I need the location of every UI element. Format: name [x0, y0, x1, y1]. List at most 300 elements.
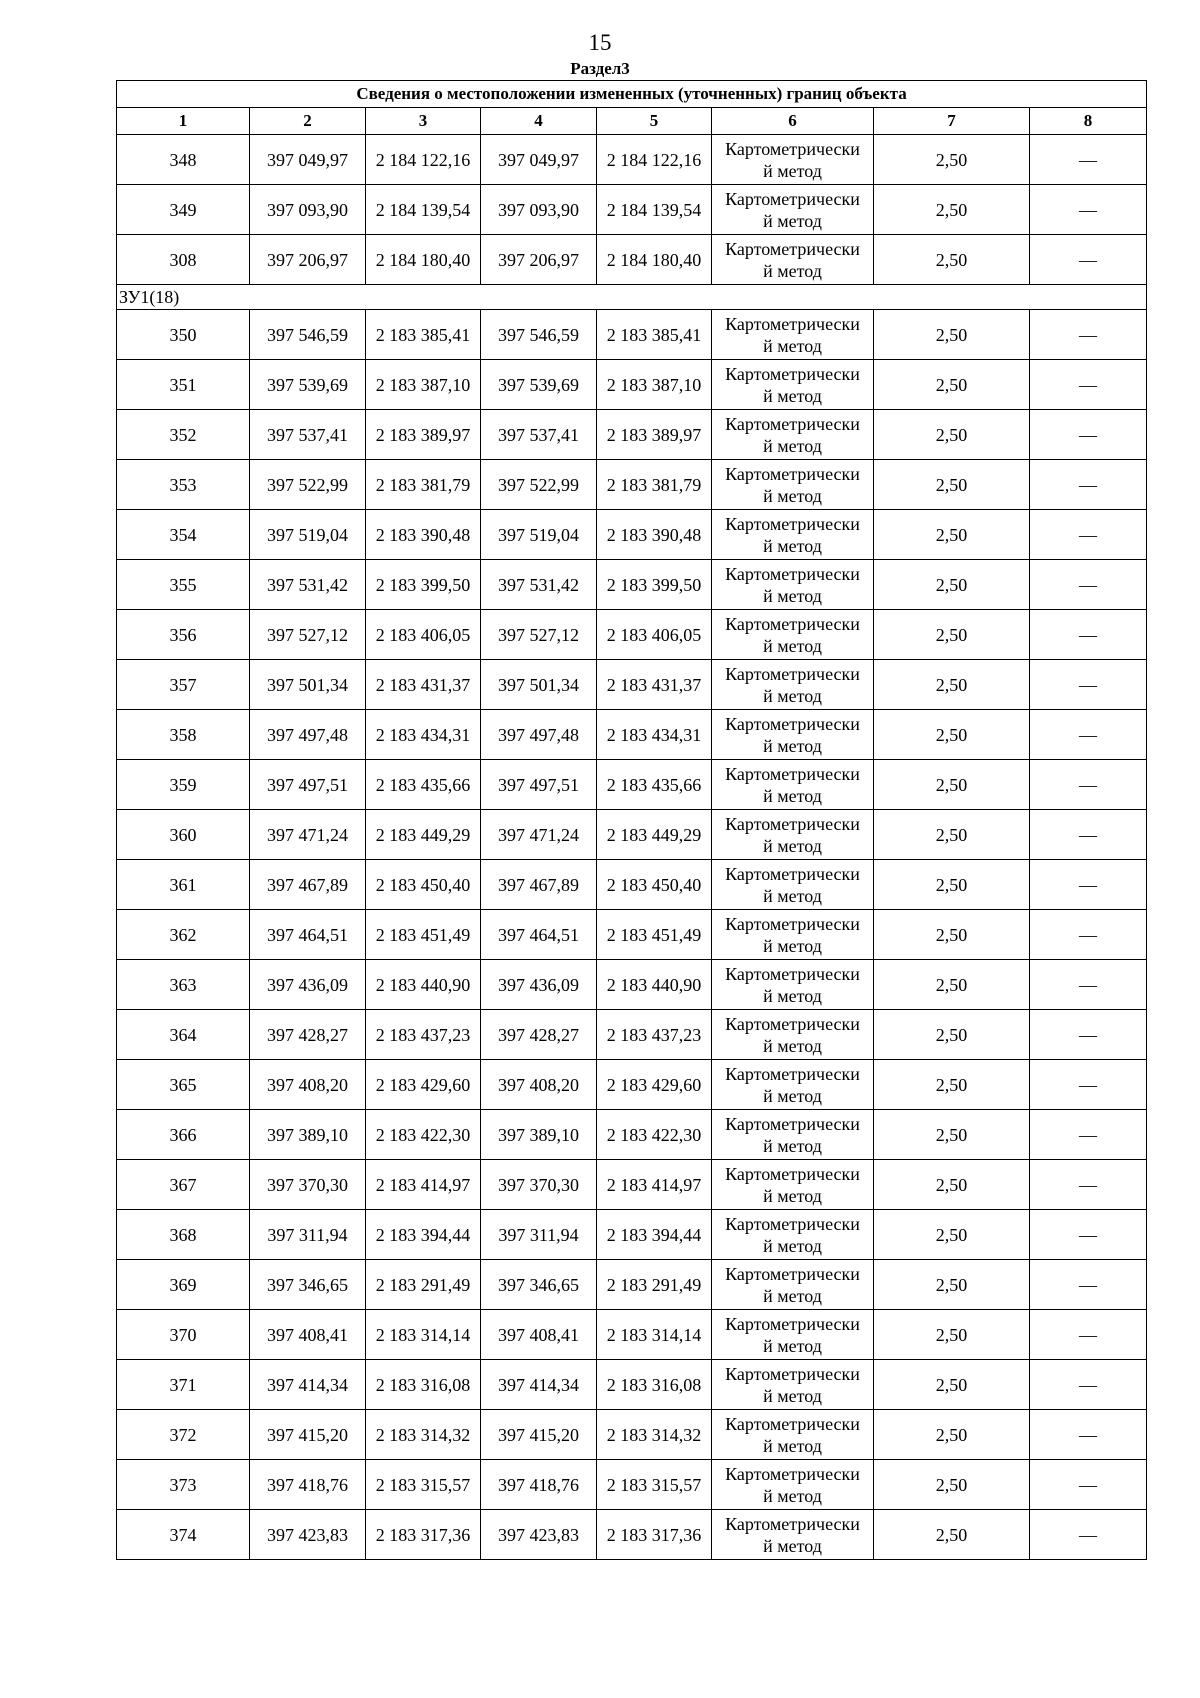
refined-x: 397 408,41 — [481, 1310, 597, 1360]
method-line-1: Картометрически — [725, 613, 860, 634]
point-number: 349 — [117, 185, 250, 235]
table-row — [117, 135, 1147, 185]
refined-x: 397 428,27 — [481, 1010, 597, 1060]
table-row — [117, 1460, 1147, 1510]
existing-x: 397 436,09 — [250, 960, 366, 1010]
method-line-1: Картометрически — [725, 1013, 860, 1034]
column-header: 5 — [597, 108, 712, 135]
table-row — [117, 610, 1147, 660]
existing-x: 397 311,94 — [250, 1210, 366, 1260]
point-number: 359 — [117, 760, 250, 810]
existing-x: 397 527,12 — [250, 610, 366, 660]
existing-x: 397 497,51 — [250, 760, 366, 810]
existing-y: 2 183 390,48 — [366, 510, 481, 560]
description-dash: — — [1030, 1110, 1147, 1160]
description-dash: — — [1030, 1360, 1147, 1410]
refined-x: 397 539,69 — [481, 360, 597, 410]
precision-value: 2,50 — [874, 1360, 1030, 1410]
point-number: 365 — [117, 1060, 250, 1110]
existing-x: 397 370,30 — [250, 1160, 366, 1210]
method-line-2: й метод — [763, 585, 822, 606]
refined-y: 2 183 316,08 — [597, 1360, 712, 1410]
method-line-2: й метод — [763, 1135, 822, 1156]
refined-y: 2 183 385,41 — [597, 310, 712, 360]
method-line-2: й метод — [763, 535, 822, 556]
method-line-2: й метод — [763, 635, 822, 656]
existing-y: 2 183 399,50 — [366, 560, 481, 610]
refined-x: 397 414,34 — [481, 1360, 597, 1410]
existing-y: 2 183 435,66 — [366, 760, 481, 810]
precision-value: 2,50 — [874, 1110, 1030, 1160]
point-number: 362 — [117, 910, 250, 960]
method-line-2: й метод — [763, 1035, 822, 1056]
refined-x: 397 370,30 — [481, 1160, 597, 1210]
method-cell — [712, 960, 874, 1010]
refined-x: 397 519,04 — [481, 510, 597, 560]
refined-y: 2 183 314,32 — [597, 1410, 712, 1460]
method-line-1: Картометрически — [725, 813, 860, 834]
refined-x: 397 311,94 — [481, 1210, 597, 1260]
existing-x: 397 093,90 — [250, 185, 366, 235]
existing-x: 397 408,41 — [250, 1310, 366, 1360]
point-number: 364 — [117, 1010, 250, 1060]
method-line-2: й метод — [763, 935, 822, 956]
method-line-1: Картометрически — [725, 763, 860, 784]
method-cell — [712, 1160, 874, 1210]
refined-y: 2 183 434,31 — [597, 710, 712, 760]
refined-y: 2 183 399,50 — [597, 560, 712, 610]
precision-value: 2,50 — [874, 960, 1030, 1010]
column-header-row — [117, 108, 1147, 135]
existing-y: 2 183 450,40 — [366, 860, 481, 910]
refined-y: 2 183 406,05 — [597, 610, 712, 660]
refined-x: 397 436,09 — [481, 960, 597, 1010]
method-line-2: й метод — [763, 485, 822, 506]
precision-value: 2,50 — [874, 610, 1030, 660]
table-row — [117, 1510, 1147, 1560]
method-line-1: Картометрически — [725, 413, 860, 434]
method-line-2: й метод — [763, 1485, 822, 1506]
table-row — [117, 1160, 1147, 1210]
method-cell — [712, 1010, 874, 1060]
point-number: 358 — [117, 710, 250, 760]
method-line-1: Картометрически — [725, 138, 860, 159]
precision-value: 2,50 — [874, 410, 1030, 460]
method-cell — [712, 610, 874, 660]
point-number: 367 — [117, 1160, 250, 1210]
refined-y: 2 184 180,40 — [597, 235, 712, 285]
table-row — [117, 310, 1147, 360]
point-number: 360 — [117, 810, 250, 860]
precision-value: 2,50 — [874, 1010, 1030, 1060]
refined-y: 2 183 291,49 — [597, 1260, 712, 1310]
table-row — [117, 660, 1147, 710]
point-number: 368 — [117, 1210, 250, 1260]
description-dash: — — [1030, 1010, 1147, 1060]
description-dash: — — [1030, 1160, 1147, 1210]
point-number: 350 — [117, 310, 250, 360]
method-line-2: й метод — [763, 385, 822, 406]
point-number: 348 — [117, 135, 250, 185]
refined-x: 397 093,90 — [481, 185, 597, 235]
point-number: 356 — [117, 610, 250, 660]
point-number: 354 — [117, 510, 250, 560]
refined-y: 2 183 314,14 — [597, 1310, 712, 1360]
method-line-1: Картометрически — [725, 563, 860, 584]
description-dash: — — [1030, 360, 1147, 410]
method-line-1: Картометрически — [725, 313, 860, 334]
description-dash: — — [1030, 1310, 1147, 1360]
method-line-1: Картометрически — [725, 463, 860, 484]
method-cell — [712, 810, 874, 860]
description-dash: — — [1030, 185, 1147, 235]
method-line-2: й метод — [763, 435, 822, 456]
table-row — [117, 1310, 1147, 1360]
refined-x: 397 531,42 — [481, 560, 597, 610]
method-line-2: й метод — [763, 1235, 822, 1256]
description-dash: — — [1030, 510, 1147, 560]
method-cell — [712, 135, 874, 185]
description-dash: — — [1030, 1460, 1147, 1510]
existing-x: 397 519,04 — [250, 510, 366, 560]
method-line-2: й метод — [763, 885, 822, 906]
refined-y: 2 183 394,44 — [597, 1210, 712, 1260]
method-cell — [712, 1110, 874, 1160]
method-cell — [712, 860, 874, 910]
precision-value: 2,50 — [874, 710, 1030, 760]
point-number: 361 — [117, 860, 250, 910]
refined-y: 2 183 414,97 — [597, 1160, 712, 1210]
method-cell — [712, 185, 874, 235]
method-cell — [712, 1510, 874, 1560]
method-line-1: Картометрически — [725, 713, 860, 734]
existing-x: 397 497,48 — [250, 710, 366, 760]
existing-x: 397 464,51 — [250, 910, 366, 960]
table-row — [117, 1060, 1147, 1110]
page-number: 15 — [588, 30, 612, 55]
method-cell — [712, 760, 874, 810]
table-row — [117, 360, 1147, 410]
description-dash: — — [1030, 410, 1147, 460]
existing-x: 397 423,83 — [250, 1510, 366, 1560]
refined-y: 2 183 422,30 — [597, 1110, 712, 1160]
existing-x: 397 539,69 — [250, 360, 366, 410]
existing-x: 397 414,34 — [250, 1360, 366, 1410]
method-line-1: Картометрически — [725, 1513, 860, 1534]
table-row — [117, 810, 1147, 860]
coordinates-table — [116, 80, 1147, 1560]
method-line-1: Картометрически — [725, 963, 860, 984]
description-dash: — — [1030, 1510, 1147, 1560]
refined-x: 397 501,34 — [481, 660, 597, 710]
method-cell — [712, 1460, 874, 1510]
table-row — [117, 1410, 1147, 1460]
refined-y: 2 183 437,23 — [597, 1010, 712, 1060]
description-dash: — — [1030, 560, 1147, 610]
method-line-2: й метод — [763, 985, 822, 1006]
description-dash: — — [1030, 1210, 1147, 1260]
existing-y: 2 183 414,97 — [366, 1160, 481, 1210]
existing-x: 397 501,34 — [250, 660, 366, 710]
group-row — [117, 285, 1147, 310]
column-header: 2 — [250, 108, 366, 135]
refined-x: 397 546,59 — [481, 310, 597, 360]
table-row — [117, 1110, 1147, 1160]
refined-y: 2 184 122,16 — [597, 135, 712, 185]
description-dash: — — [1030, 1260, 1147, 1310]
existing-y: 2 183 316,08 — [366, 1360, 481, 1410]
description-dash: — — [1030, 660, 1147, 710]
table-title: Сведения о местоположении измененных (уточненных) границ объекта — [117, 81, 1147, 108]
existing-y: 2 183 314,14 — [366, 1310, 481, 1360]
section-label: Раздел3 — [570, 59, 630, 78]
method-cell — [712, 1260, 874, 1310]
table-row — [117, 1260, 1147, 1310]
existing-x: 397 389,10 — [250, 1110, 366, 1160]
method-line-2: й метод — [763, 260, 822, 281]
existing-y: 2 183 437,23 — [366, 1010, 481, 1060]
table-row — [117, 1360, 1147, 1410]
method-line-2: й метод — [763, 1535, 822, 1556]
table-row — [117, 460, 1147, 510]
refined-x: 397 471,24 — [481, 810, 597, 860]
precision-value: 2,50 — [874, 1260, 1030, 1310]
refined-x: 397 423,83 — [481, 1510, 597, 1560]
refined-y: 2 183 317,36 — [597, 1510, 712, 1560]
existing-y: 2 184 180,40 — [366, 235, 481, 285]
precision-value: 2,50 — [874, 235, 1030, 285]
refined-y: 2 183 435,66 — [597, 760, 712, 810]
existing-x: 397 428,27 — [250, 1010, 366, 1060]
method-line-1: Картометрически — [725, 238, 860, 259]
method-line-2: й метод — [763, 735, 822, 756]
method-line-2: й метод — [763, 210, 822, 231]
method-line-1: Картометрически — [725, 1163, 860, 1184]
group-label: ЗУ1(18) — [117, 285, 1147, 310]
table-row — [117, 510, 1147, 560]
description-dash: — — [1030, 960, 1147, 1010]
table-row — [117, 760, 1147, 810]
method-line-1: Картометрически — [725, 663, 860, 684]
method-line-2: й метод — [763, 1285, 822, 1306]
precision-value: 2,50 — [874, 1410, 1030, 1460]
method-cell — [712, 460, 874, 510]
table-row — [117, 1010, 1147, 1060]
refined-x: 397 415,20 — [481, 1410, 597, 1460]
refined-x: 397 527,12 — [481, 610, 597, 660]
description-dash: — — [1030, 1410, 1147, 1460]
point-number: 363 — [117, 960, 250, 1010]
column-header: 4 — [481, 108, 597, 135]
method-line-2: й метод — [763, 1085, 822, 1106]
existing-x: 397 049,97 — [250, 135, 366, 185]
method-cell — [712, 235, 874, 285]
precision-value: 2,50 — [874, 310, 1030, 360]
column-header: 6 — [712, 108, 874, 135]
refined-x: 397 206,97 — [481, 235, 597, 285]
refined-x: 397 467,89 — [481, 860, 597, 910]
refined-y: 2 184 139,54 — [597, 185, 712, 235]
existing-y: 2 183 434,31 — [366, 710, 481, 760]
method-line-1: Картометрически — [725, 1113, 860, 1134]
method-line-1: Картометрически — [725, 1313, 860, 1334]
method-cell — [712, 1060, 874, 1110]
existing-x: 397 471,24 — [250, 810, 366, 860]
existing-y: 2 183 381,79 — [366, 460, 481, 510]
description-dash: — — [1030, 910, 1147, 960]
method-cell — [712, 1310, 874, 1360]
existing-x: 397 415,20 — [250, 1410, 366, 1460]
point-number: 357 — [117, 660, 250, 710]
precision-value: 2,50 — [874, 760, 1030, 810]
existing-x: 397 206,97 — [250, 235, 366, 285]
existing-y: 2 183 314,32 — [366, 1410, 481, 1460]
method-line-1: Картометрически — [725, 863, 860, 884]
point-number: 369 — [117, 1260, 250, 1310]
existing-y: 2 183 389,97 — [366, 410, 481, 460]
precision-value: 2,50 — [874, 185, 1030, 235]
column-header: 7 — [874, 108, 1030, 135]
precision-value: 2,50 — [874, 1160, 1030, 1210]
method-cell — [712, 1360, 874, 1410]
existing-x: 397 408,20 — [250, 1060, 366, 1110]
method-line-1: Картометрически — [725, 188, 860, 209]
table-row — [117, 910, 1147, 960]
precision-value: 2,50 — [874, 810, 1030, 860]
description-dash: — — [1030, 810, 1147, 860]
method-line-2: й метод — [763, 835, 822, 856]
method-cell — [712, 310, 874, 360]
table-row — [117, 860, 1147, 910]
method-line-1: Картометрически — [725, 1063, 860, 1084]
existing-y: 2 183 394,44 — [366, 1210, 481, 1260]
point-number: 355 — [117, 560, 250, 610]
refined-y: 2 183 440,90 — [597, 960, 712, 1010]
method-line-2: й метод — [763, 1385, 822, 1406]
refined-x: 397 522,99 — [481, 460, 597, 510]
method-line-1: Картометрически — [725, 363, 860, 384]
precision-value: 2,50 — [874, 510, 1030, 560]
existing-y: 2 183 317,36 — [366, 1510, 481, 1560]
refined-y: 2 183 390,48 — [597, 510, 712, 560]
precision-value: 2,50 — [874, 910, 1030, 960]
existing-y: 2 183 385,41 — [366, 310, 481, 360]
refined-x: 397 408,20 — [481, 1060, 597, 1110]
method-line-2: й метод — [763, 160, 822, 181]
precision-value: 2,50 — [874, 1060, 1030, 1110]
existing-y: 2 183 451,49 — [366, 910, 481, 960]
refined-y: 2 183 431,37 — [597, 660, 712, 710]
table-title-row — [117, 81, 1147, 108]
description-dash: — — [1030, 460, 1147, 510]
method-line-1: Картометрически — [725, 913, 860, 934]
precision-value: 2,50 — [874, 1210, 1030, 1260]
existing-y: 2 184 122,16 — [366, 135, 481, 185]
description-dash: — — [1030, 760, 1147, 810]
description-dash: — — [1030, 860, 1147, 910]
point-number: 353 — [117, 460, 250, 510]
method-line-1: Картометрически — [725, 1363, 860, 1384]
point-number: 352 — [117, 410, 250, 460]
method-line-1: Картометрически — [725, 1213, 860, 1234]
description-dash: — — [1030, 710, 1147, 760]
existing-x: 397 531,42 — [250, 560, 366, 610]
refined-x: 397 464,51 — [481, 910, 597, 960]
method-cell — [712, 360, 874, 410]
existing-y: 2 183 431,37 — [366, 660, 481, 710]
refined-y: 2 183 450,40 — [597, 860, 712, 910]
existing-y: 2 183 422,30 — [366, 1110, 481, 1160]
refined-y: 2 183 381,79 — [597, 460, 712, 510]
method-line-2: й метод — [763, 785, 822, 806]
method-cell — [712, 510, 874, 560]
precision-value: 2,50 — [874, 1460, 1030, 1510]
table-row — [117, 235, 1147, 285]
column-header: 8 — [1030, 108, 1147, 135]
precision-value: 2,50 — [874, 1510, 1030, 1560]
point-number: 372 — [117, 1410, 250, 1460]
method-line-2: й метод — [763, 685, 822, 706]
description-dash: — — [1030, 235, 1147, 285]
method-line-2: й метод — [763, 1435, 822, 1456]
refined-y: 2 183 387,10 — [597, 360, 712, 410]
column-header: 3 — [366, 108, 481, 135]
method-line-1: Картометрически — [725, 513, 860, 534]
description-dash: — — [1030, 135, 1147, 185]
method-cell — [712, 1410, 874, 1460]
method-line-1: Картометрически — [725, 1413, 860, 1434]
refined-x: 397 346,65 — [481, 1260, 597, 1310]
refined-x: 397 497,48 — [481, 710, 597, 760]
refined-x: 397 537,41 — [481, 410, 597, 460]
column-header: 1 — [117, 108, 250, 135]
existing-x: 397 546,59 — [250, 310, 366, 360]
description-dash: — — [1030, 1060, 1147, 1110]
method-line-2: й метод — [763, 1335, 822, 1356]
precision-value: 2,50 — [874, 560, 1030, 610]
precision-value: 2,50 — [874, 135, 1030, 185]
precision-value: 2,50 — [874, 360, 1030, 410]
existing-y: 2 183 440,90 — [366, 960, 481, 1010]
existing-x: 397 418,76 — [250, 1460, 366, 1510]
refined-y: 2 183 315,57 — [597, 1460, 712, 1510]
point-number: 373 — [117, 1460, 250, 1510]
precision-value: 2,50 — [874, 860, 1030, 910]
refined-x: 397 497,51 — [481, 760, 597, 810]
description-dash: — — [1030, 310, 1147, 360]
existing-y: 2 184 139,54 — [366, 185, 481, 235]
table-row — [117, 185, 1147, 235]
precision-value: 2,50 — [874, 460, 1030, 510]
existing-x: 397 346,65 — [250, 1260, 366, 1310]
point-number: 371 — [117, 1360, 250, 1410]
precision-value: 2,50 — [874, 660, 1030, 710]
table-row — [117, 410, 1147, 460]
point-number: 370 — [117, 1310, 250, 1360]
refined-x: 397 418,76 — [481, 1460, 597, 1510]
method-cell — [712, 710, 874, 760]
refined-y: 2 183 389,97 — [597, 410, 712, 460]
method-cell — [712, 1210, 874, 1260]
existing-y: 2 183 406,05 — [366, 610, 481, 660]
existing-y: 2 183 291,49 — [366, 1260, 481, 1310]
existing-x: 397 467,89 — [250, 860, 366, 910]
method-line-1: Картометрически — [725, 1463, 860, 1484]
existing-x: 397 537,41 — [250, 410, 366, 460]
method-cell — [712, 660, 874, 710]
table-row — [117, 710, 1147, 760]
refined-y: 2 183 429,60 — [597, 1060, 712, 1110]
